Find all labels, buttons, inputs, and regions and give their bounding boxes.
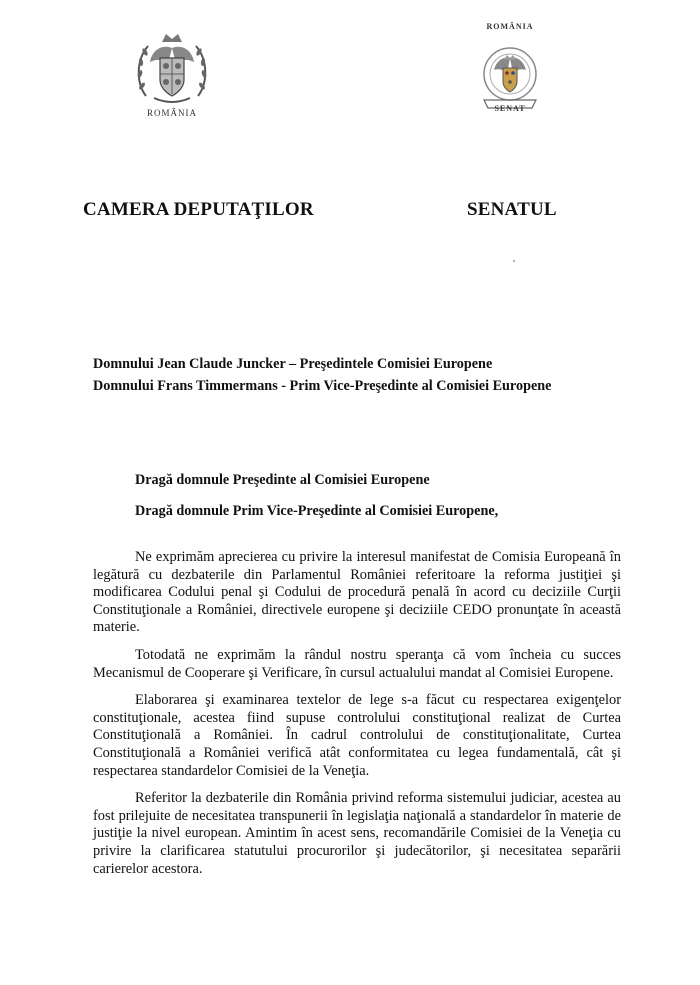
paragraph-judicial-reform: Referitor la dezbaterile din România privind reforma sistemului judiciar, acestea au fost prilejuite de necesitatea transpunerii în legislaţia naţională a standardelor în materie de justiţie la nivel european. Amintim în acest sens, recomandările Comisiei de la Veneţia cu privire la clarificarea statutului procurorilor şi judecătorilor, şi necesitatea separării carierelor acestora. (93, 790, 621, 877)
paragraph-mcv-hope: Totodată ne exprimăm la rândul nostru speranţa că vom încheia cu succes Mecanismul de Cooperare şi Verificare, în cursul actualului mandat al Comisiei Europene. (93, 646, 621, 681)
paragraph-constitutional-review: Elaborarea şi examinarea textelor de lege s-a făcut cu respectarea exigenţelor constituţionale, acestea fiind supuse controlului constituţional realizat de Curtea Constituţională a României. În cadrul controlului de constituţionalitate, Curtea Constituţională a României verifică atât conformitatea cu legea fundamentală, cât şi respectarea standardelor Comisiei de la Veneţia. (93, 692, 621, 779)
senate-emblem (470, 22, 550, 118)
paragraph-appreciation: Ne exprimăm aprecierea cu privire la interesul manifestat de Comisia Europeană în legătură cu dezbaterile din Parlamentul României referitoare la reforma justiţiei şi modificarea Codului penal şi Codului de procedură penală în acord cu deciziile Curţii Constituţionale a României, directivele europene şi deciziile CEDO pronunţate în această materie. (93, 549, 621, 636)
chamber-of-deputies-emblem (132, 28, 212, 120)
senate-title: SENATUL (467, 199, 557, 220)
chamber-of-deputies-title: CAMERA DEPUTAŢILOR (83, 199, 314, 220)
addressee-juncker: Domnului Jean Claude Juncker – Preşedintele Comisiei Europene (93, 356, 493, 372)
coat-of-arms-icon (132, 28, 212, 108)
scan-speck (513, 260, 515, 262)
left-seal-text: ROMÂNIA (146, 108, 197, 118)
addressee-timmermans: Domnului Frans Timmermans - Prim Vice-Preşedinte al Comisiei Europene (93, 378, 552, 394)
right-seal-top-text: ROMÂNIA (486, 22, 534, 31)
right-seal-bottom-text: SENAT (494, 104, 526, 113)
letter-body (93, 549, 621, 888)
salutation-president: Dragă domnule Preşedinte al Comisiei Europene (135, 472, 430, 488)
salutation-vice-president: Dragă domnule Prim Vice-Preşedinte al Comisiei Europene, (135, 503, 499, 519)
